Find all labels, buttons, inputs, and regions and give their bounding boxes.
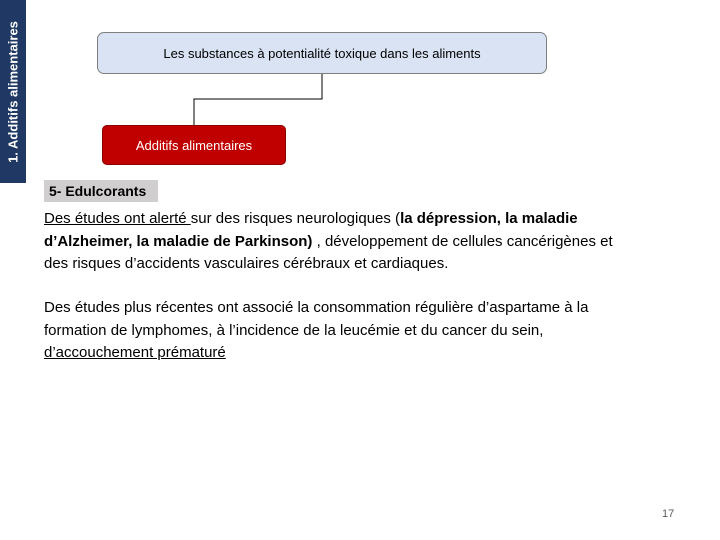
paragraph-1-text-a: sur des risques neurologiques ( [190,210,401,227]
page-number: 17 [662,508,675,520]
side-tab-label: 1. Additifs alimentaires [5,21,21,163]
paragraph-2-text: Des études plus récentes ont associé la consommation régulière d’aspartame à la formation de lymphomes, à l’incidence de la leucémie et du cancer du sein, [44,299,589,339]
paragraph-2 [44,297,624,365]
section-label: 5- Edulcorants [44,180,158,202]
diagram-subtitle-box [102,125,286,165]
diagram-subtitle: Additifs alimentaires [135,137,253,153]
paragraph-1-bold: la dépression, la maladie d’Alzheimer, la maladie de Parkinson) [44,210,578,250]
paragraph-1 [44,208,624,276]
paragraph-2-underlined: d’accouchement prématuré [44,344,226,361]
paragraph-1-underlined: Des études ont alerté [44,210,191,227]
diagram-title: Les substances à potentialité toxique dans les aliments [163,45,481,61]
connector-line [194,74,322,125]
paragraph-1-text-b: , développement de cellules cancérigènes et des risques d’accidents vasculaires cérébraux et cardiaques. [44,232,613,272]
